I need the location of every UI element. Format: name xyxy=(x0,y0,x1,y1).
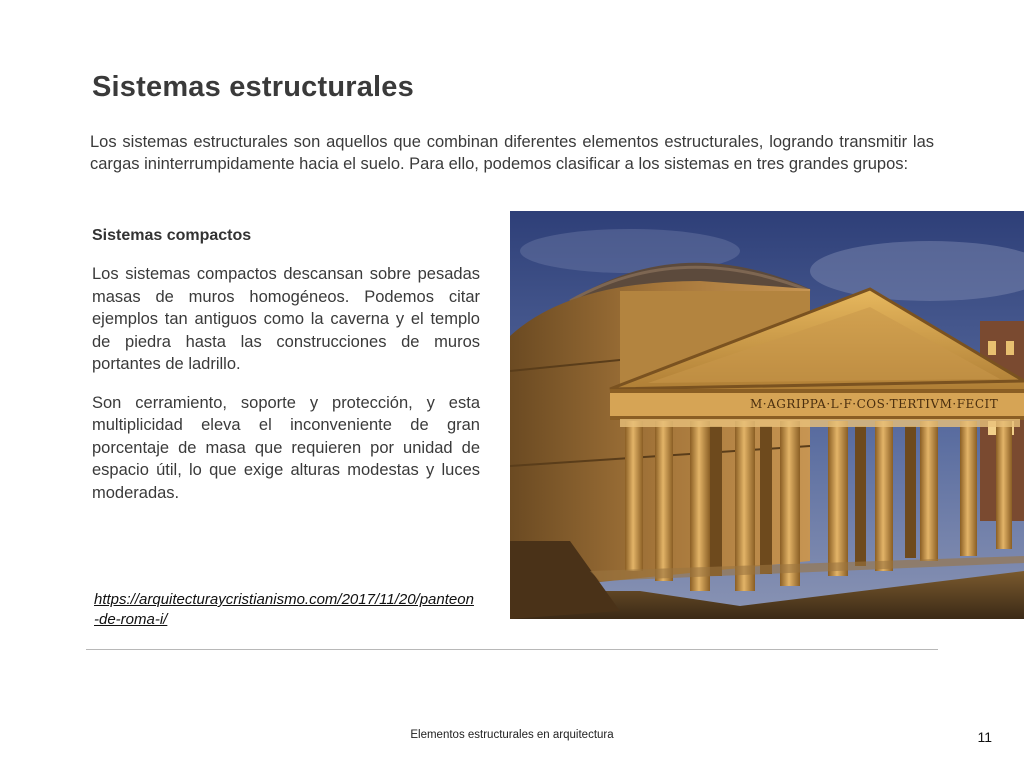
source-link[interactable]: https://arquitecturaycristianismo.com/2017/11/20/panteon-de-roma-i/ xyxy=(94,591,474,628)
intro-paragraph: Los sistemas estructurales son aquellos que combinan diferentes elementos estructurales, logrando transmitir las cargas ininterrumpidamente hacia el suelo. Para ello, podemos clasificar a los sistemas en tres grandes grupos: xyxy=(90,133,934,173)
section-paragraph-2: Son cerramiento, soporte y protección, y esta multiplicidad eleva el inconveniente de gran porcentaje de masa que requieren por unidad de espacio útil, lo que exige alturas modestas y luces moderadas. xyxy=(92,393,480,502)
compact-systems-section xyxy=(92,227,480,520)
portico-inscription: M·AGRIPPA·L·F·COS·TERTIVM·FECIT xyxy=(750,397,999,411)
footer-title: Elementos estructurales en arquitectura xyxy=(410,729,614,741)
section-paragraph-1: Los sistemas compactos descansan sobre pesadas masas de muros homogéneos. Podemos citar ejemplos tan antiguos como la caverna y el templo de piedra hasta las construcciones de muros portantes de ladrillo. xyxy=(92,265,480,373)
section-subtitle: Sistemas compactos xyxy=(92,227,252,244)
footer-divider xyxy=(86,649,938,650)
slide-title: Sistemas estructurales xyxy=(92,71,414,103)
page-number: 11 xyxy=(977,729,992,745)
pantheon-photo xyxy=(510,211,1024,619)
